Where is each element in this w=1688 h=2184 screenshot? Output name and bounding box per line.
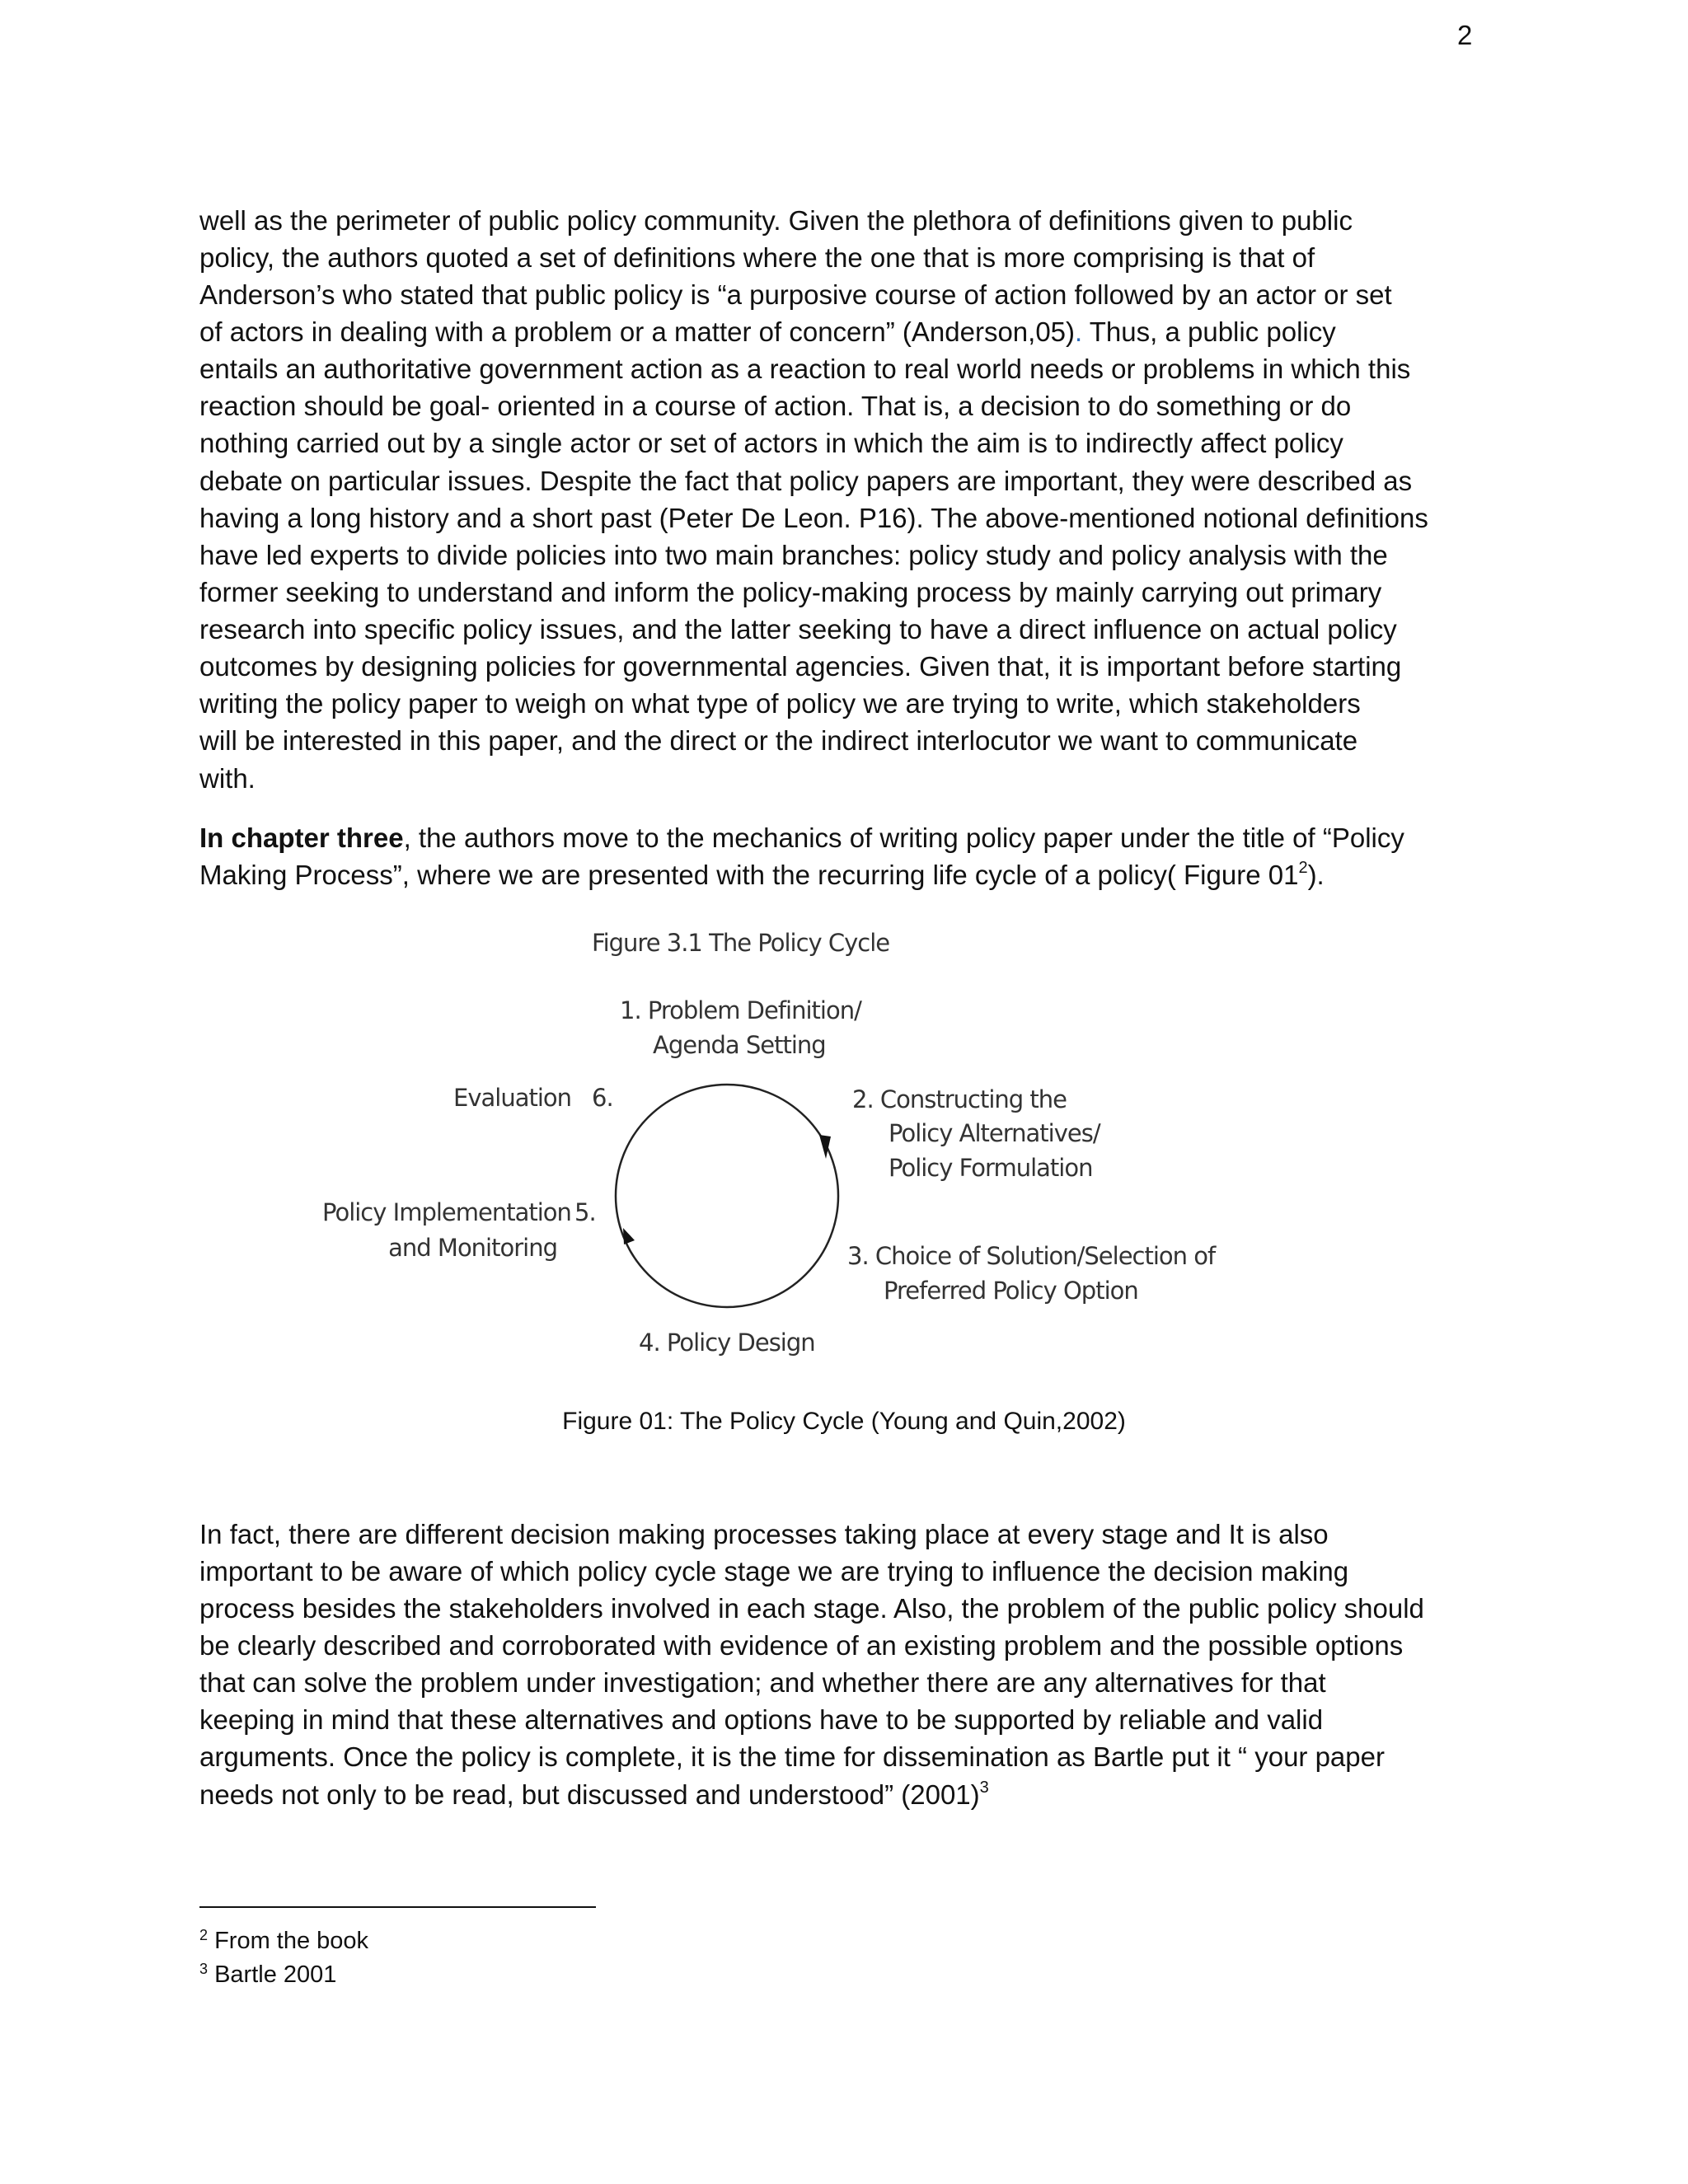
- text-line: with.: [199, 763, 256, 794]
- stage-2-label-cont: Policy Formulation: [889, 1154, 1093, 1182]
- page-number: 2: [1457, 20, 1473, 50]
- cycle-diagram: [602, 1071, 849, 1319]
- text-segment: , the authors move to the mechanics of writing policy paper under the title of “Policy: [403, 823, 1404, 853]
- text-segment: Making Process”, where we are presented with the recurring life cycle of a policy( Figure 01: [199, 860, 1299, 890]
- text-line: that can solve the problem under investigation; and whether there are any alternatives for that: [199, 1667, 1326, 1698]
- footnote-ref[interactable]: 3: [979, 1779, 989, 1797]
- cycle-circle: [616, 1085, 838, 1307]
- footnote: [199, 1925, 368, 1957]
- text-line: keeping in mind that these alternatives and options have to be supported by reliable and valid: [199, 1704, 1324, 1735]
- stage-2-label: 2. Constructing the: [852, 1085, 1067, 1113]
- text-line: policy, the authors quoted a set of definitions where the one that is more comprising is that of: [199, 242, 1315, 273]
- text-line: former seeking to understand and inform the policy-making process by mainly carrying out primary: [199, 577, 1382, 607]
- footnote-number: 3: [199, 1961, 209, 1977]
- text-line: Anderson’s who stated that public policy is “a purposive course of action followed by an actor or set: [199, 279, 1392, 310]
- footnote: [199, 1959, 336, 1990]
- text-line: [199, 313, 1336, 350]
- text-line: important to be aware of which policy cycle stage we are trying to influence the decision making: [199, 1556, 1349, 1586]
- text-line: In fact, there are different decision making processes taking place at every stage and It is also: [199, 1519, 1329, 1549]
- footnote-text: Bartle 2001: [214, 1961, 337, 1988]
- text-line: reaction should be goal- oriented in a course of action. That is, a decision to do something or do: [199, 391, 1352, 421]
- text-line: research into specific policy issues, and the latter seeking to have a direct influence on actual policy: [199, 614, 1397, 644]
- arrowhead-down-right: [819, 1135, 831, 1159]
- text-segment: Thus, a public policy: [1082, 316, 1336, 347]
- text-line: [199, 1776, 989, 1813]
- arrowhead-up-left: [623, 1228, 635, 1244]
- figure-title: Figure 3.1 The Policy Cycle: [592, 929, 890, 957]
- text-line: will be interested in this paper, and the direct or the indirect interlocutor we want to communicate: [199, 725, 1358, 756]
- stage-1-label: 1. Problem Definition/: [620, 996, 861, 1024]
- stage-3-label: 3. Choice of Solution/Selection of: [847, 1242, 1216, 1270]
- text-line: debate on particular issues. Despite the fact that policy papers are important, they were described as: [199, 466, 1413, 496]
- text-line: nothing carried out by a single actor or set of actors in which the aim is to indirectly affect policy: [199, 428, 1343, 458]
- stage-6-label: Evaluation: [453, 1084, 572, 1112]
- text-line: process besides the stakeholders involved in each stage. Also, the problem of the public policy should: [199, 1593, 1424, 1624]
- stage-6-number: 6.: [592, 1084, 613, 1112]
- footnote-text: From the book: [214, 1928, 369, 1954]
- text-line: be clearly described and corroborated with evidence of an existing problem and the possible options: [199, 1630, 1404, 1661]
- stage-2-label-cont: Policy Alternatives/: [889, 1119, 1100, 1147]
- text-line: [199, 819, 1404, 856]
- text-line: outcomes by designing policies for governmental agencies. Given that, it is important before starting: [199, 651, 1402, 682]
- stage-1-label-cont: Agenda Setting: [653, 1031, 826, 1059]
- figure-caption: Figure 01: The Policy Cycle (Young and Quin,2002): [562, 1408, 1126, 1435]
- footnote-number: 2: [199, 1927, 209, 1943]
- text-line: have led experts to divide policies into two main branches: policy study and policy analysis with the: [199, 540, 1388, 570]
- text-line: [199, 856, 1325, 893]
- blue-period: .: [1075, 316, 1083, 347]
- stage-4-label: 4. Policy Design: [639, 1329, 815, 1357]
- stage-5-label: Policy Implementation: [322, 1198, 571, 1226]
- stage-5-label-cont: and Monitoring: [388, 1234, 557, 1262]
- text-line: entails an authoritative government action as a reaction to real world needs or problems in which this: [199, 354, 1411, 384]
- text-line: well as the perimeter of public policy community. Given the plethora of definitions given to public: [199, 205, 1353, 236]
- text-line: writing the policy paper to weigh on what type of policy we are trying to write, which stakeholders: [199, 688, 1361, 719]
- text-line: arguments. Once the policy is complete, it is the time for dissemination as Bartle put it “ your paper: [199, 1741, 1385, 1772]
- footnote-ref[interactable]: 2: [1298, 859, 1308, 877]
- bold-lead: In chapter three: [199, 823, 404, 853]
- text-segment: needs not only to be read, but discussed and understood” (2001): [199, 1779, 980, 1810]
- text-segment: of actors in dealing with a problem or a matter of concern” (Anderson,05): [199, 316, 1076, 347]
- stage-5-number: 5.: [574, 1198, 596, 1226]
- text-segment: ).: [1307, 860, 1325, 890]
- text-line: having a long history and a short past (Peter De Leon. P16). The above-mentioned notional definitions: [199, 503, 1428, 533]
- footnote-separator: [199, 1906, 596, 1908]
- stage-3-label-cont: Preferred Policy Option: [884, 1277, 1138, 1305]
